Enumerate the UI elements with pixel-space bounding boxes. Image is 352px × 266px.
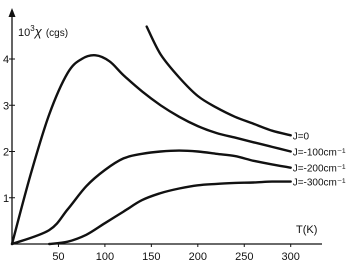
series-line xyxy=(12,55,291,244)
y-tick-label: 4 xyxy=(3,54,10,66)
x-axis-label: T(K) xyxy=(296,224,318,236)
series-label: J=-200cm⁻¹ xyxy=(292,163,346,175)
x-tick-label: 200 xyxy=(188,251,207,263)
y-axis-arrowhead xyxy=(9,8,16,17)
y-tick-label: 3 xyxy=(3,100,10,113)
x-tick-label: 150 xyxy=(142,251,161,263)
series-labels xyxy=(293,131,346,188)
y-axis xyxy=(9,8,16,244)
y-axis-label xyxy=(18,24,68,39)
series-label: J=0 xyxy=(292,131,310,143)
series-line xyxy=(147,27,291,136)
x-tick-label: 50 xyxy=(52,251,65,263)
x-tick-label: 100 xyxy=(95,251,115,263)
x-ticks xyxy=(52,244,300,263)
series-label: J=-100cm⁻¹ xyxy=(292,147,346,159)
y-tick-label: 2 xyxy=(3,146,10,159)
series-line xyxy=(49,182,291,244)
x-tick-label: 300 xyxy=(281,251,300,263)
y-ticks xyxy=(3,54,15,205)
x-tick-label: 250 xyxy=(235,251,254,263)
y-label-symbol: χ xyxy=(34,24,42,39)
y-label-exponent: 3 xyxy=(30,24,35,33)
y-tick-label: 1 xyxy=(3,192,10,205)
series-lines xyxy=(12,27,291,244)
y-label-prefix: 10 xyxy=(18,27,31,39)
y-label-unit: (cgs) xyxy=(45,28,69,39)
series-label: J=-300cm⁻¹ xyxy=(292,177,346,189)
